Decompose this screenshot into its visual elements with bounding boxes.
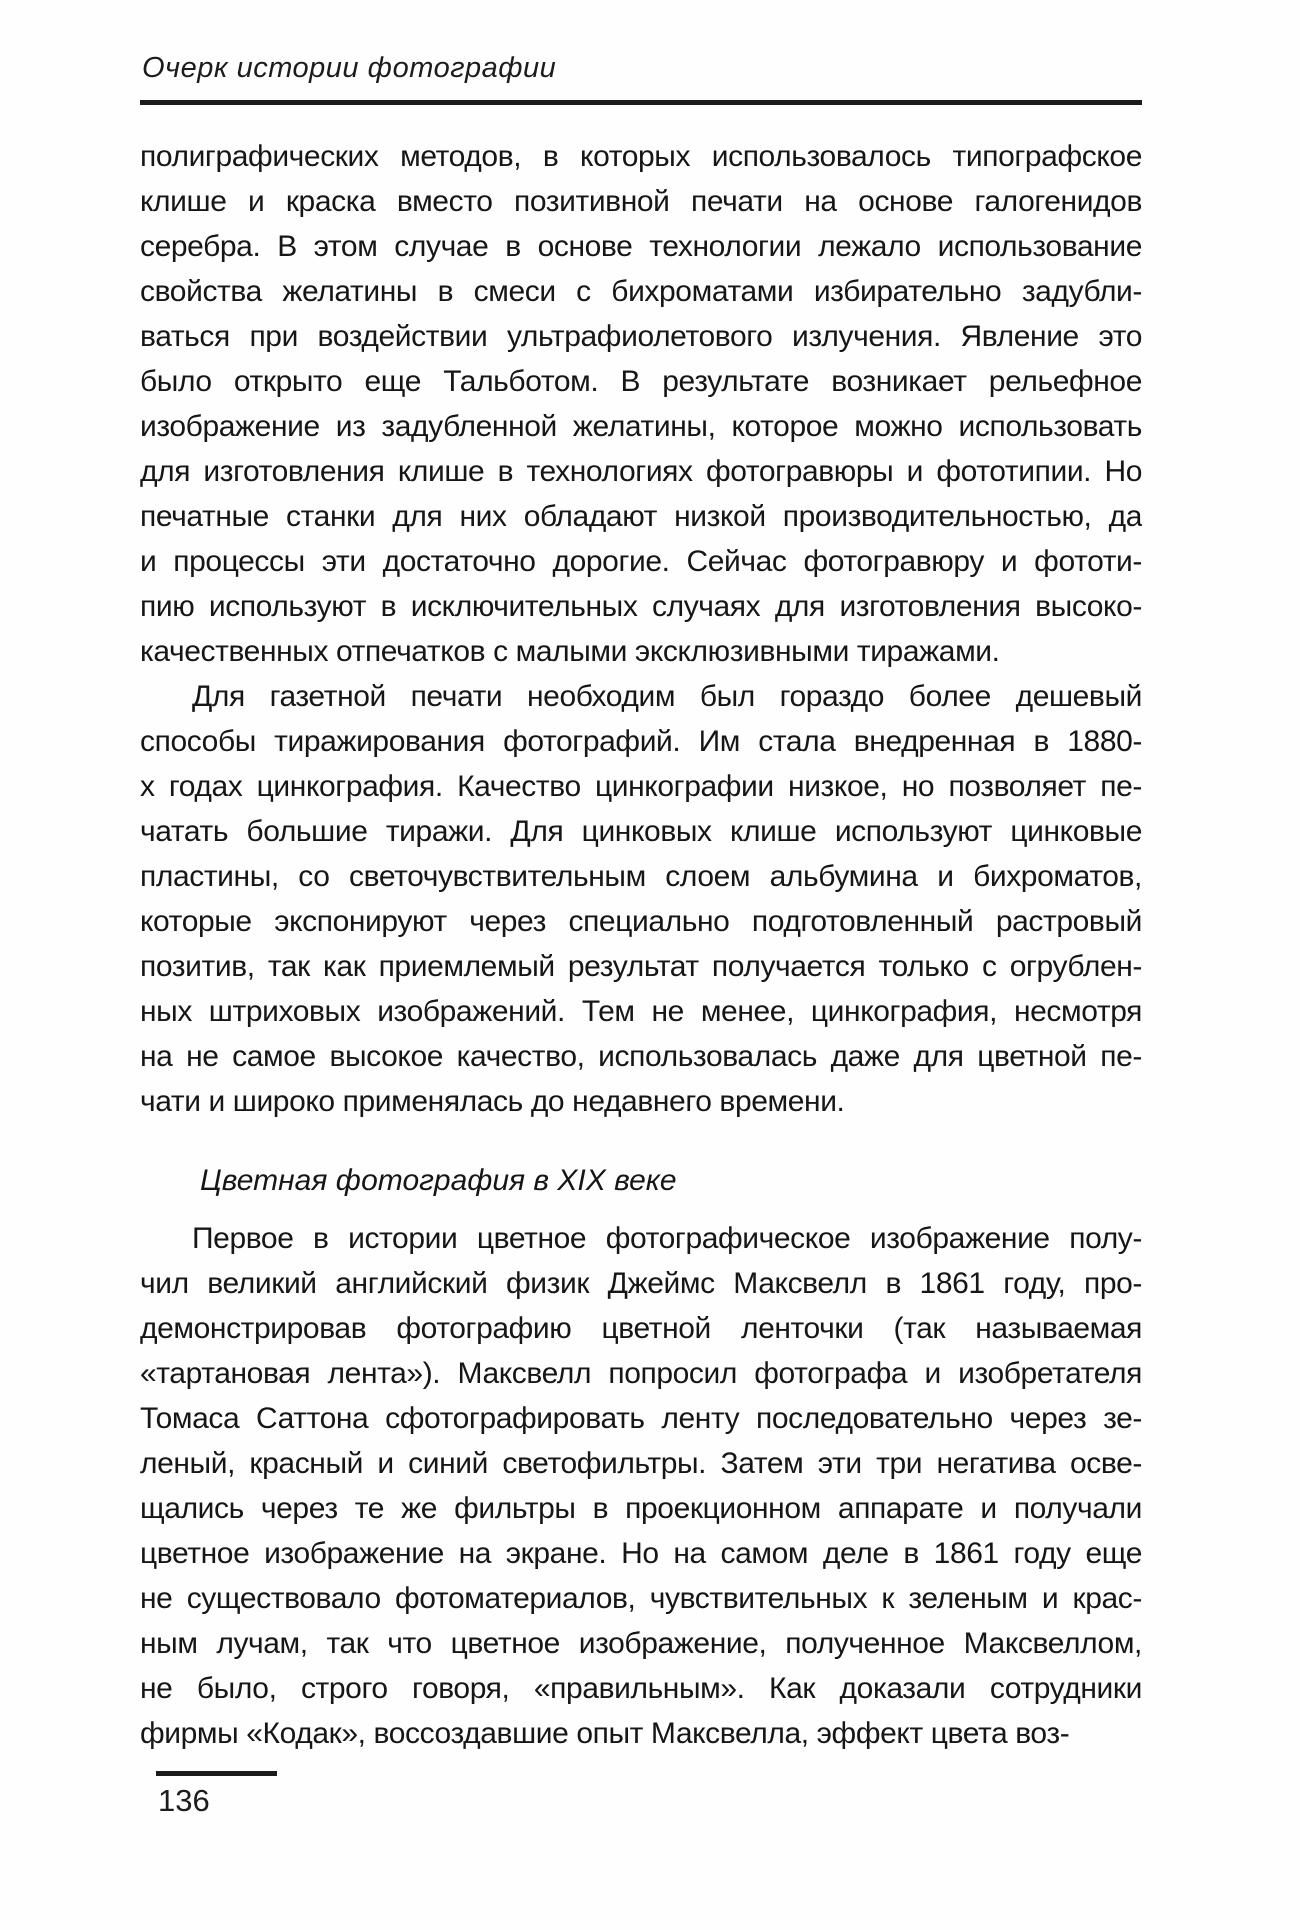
text-line: не было, строго говоря, «правильным». Как доказали сотрудники	[140, 1672, 1142, 1705]
text-line: качественных отпечатков с малыми эксклюзивными тиражами.	[140, 635, 1000, 668]
text-line: печатные станки для них обладают низкой производительностью, да	[140, 500, 1142, 533]
page-body	[140, 134, 1142, 1756]
text-line: было открыто еще Тальботом. В результате возникает рельефное	[140, 365, 1142, 398]
text-line: Для газетной печати необходим был гораздо более дешевый	[192, 680, 1142, 713]
text-line: не существовало фотоматериалов, чувствительных к зеленым и крас-	[140, 1582, 1142, 1615]
text-line: х годах цинкография. Качество цинкографии низкое, но позволяет пе-	[140, 770, 1142, 803]
text-line: которые экспонируют через специально подготовленный растровый	[140, 905, 1142, 938]
text-line: чати и широко применялась до недавнего времени.	[140, 1085, 845, 1118]
text-line: пластины, со светочувствительным слоем альбумина и бихроматов,	[140, 860, 1142, 893]
page-footer	[140, 1771, 1142, 1819]
text-line: цветное изображение на экране. Но на самом деле в 1861 году еще	[140, 1537, 1142, 1570]
text-line: демонстрировав фотографию цветной ленточки (так называемая	[140, 1312, 1142, 1345]
text-line: пию используют в исключительных случаях для изготовления высоко-	[140, 590, 1142, 623]
running-head: Очерк истории фотографии	[142, 52, 557, 84]
text-line: способы тиражирования фотографий. Им стала внедренная в 1880-	[140, 725, 1142, 758]
text-line: ных штриховых изображений. Тем не менее, цинкография, несмотря	[140, 995, 1142, 1028]
text-line: щались через те же фильтры в проекционном аппарате и получали	[140, 1492, 1142, 1525]
text-line: и процессы эти достаточно дорогие. Сейчас фотогравюру и фототи-	[140, 545, 1142, 578]
text-line: полиграфических методов, в которых использовалось типографское	[140, 140, 1142, 173]
text-line: ваться при воздействии ультрафиолетового излучения. Явление это	[140, 320, 1142, 353]
text-line: ным лучам, так что цветное изображение, полученное Максвеллом,	[140, 1627, 1142, 1660]
paragraph-color-photography-19th-century	[140, 1216, 1142, 1756]
paragraph-photomechanical-printing	[140, 134, 1142, 674]
text-line: клише и краска вместо позитивной печати на основе галогенидов	[140, 185, 1142, 218]
text-line: леный, красный и синий светофильтры. Затем эти три негатива осве-	[140, 1447, 1142, 1480]
paragraph-newspaper-zincography	[140, 674, 1142, 1124]
text-line: чатать большие тиражи. Для цинковых клише используют цинковые	[140, 815, 1142, 848]
text-line: серебра. В этом случае в основе технологии лежало использование	[140, 230, 1142, 263]
text-line: свойства желатины в смеси с бихроматами избирательно задубли-	[140, 275, 1142, 308]
text-line: «тартановая лента»). Максвелл попросил фотографа и изобретателя	[140, 1357, 1142, 1390]
text-line: изображение из задубленной желатины, которое можно использовать	[140, 410, 1142, 443]
text-line: для изготовления клише в технологиях фотогравюры и фототипии. Но	[140, 455, 1142, 488]
footer-rule	[156, 1771, 277, 1776]
text-line: на не самое высокое качество, использовалась даже для цветной пе-	[140, 1040, 1142, 1073]
text-line: Томаса Саттона сфотографировать ленту последовательно через зе-	[140, 1402, 1142, 1435]
text-line: чил великий английский физик Джеймс Максвелл в 1861 году, про-	[140, 1267, 1142, 1300]
header-rule	[140, 100, 1142, 105]
text-line: Первое в истории цветное фотографическое изображение полу-	[192, 1222, 1142, 1255]
page-number: 136	[158, 1783, 210, 1818]
text-line: фирмы «Кодак», воссоздавшие опыт Максвелла, эффект цвета воз-	[140, 1717, 1070, 1750]
section-heading: Цветная фотография в XIX веке	[200, 1164, 677, 1197]
text-line: позитив, так как приемлемый результат получается только с огрублен-	[140, 950, 1142, 983]
